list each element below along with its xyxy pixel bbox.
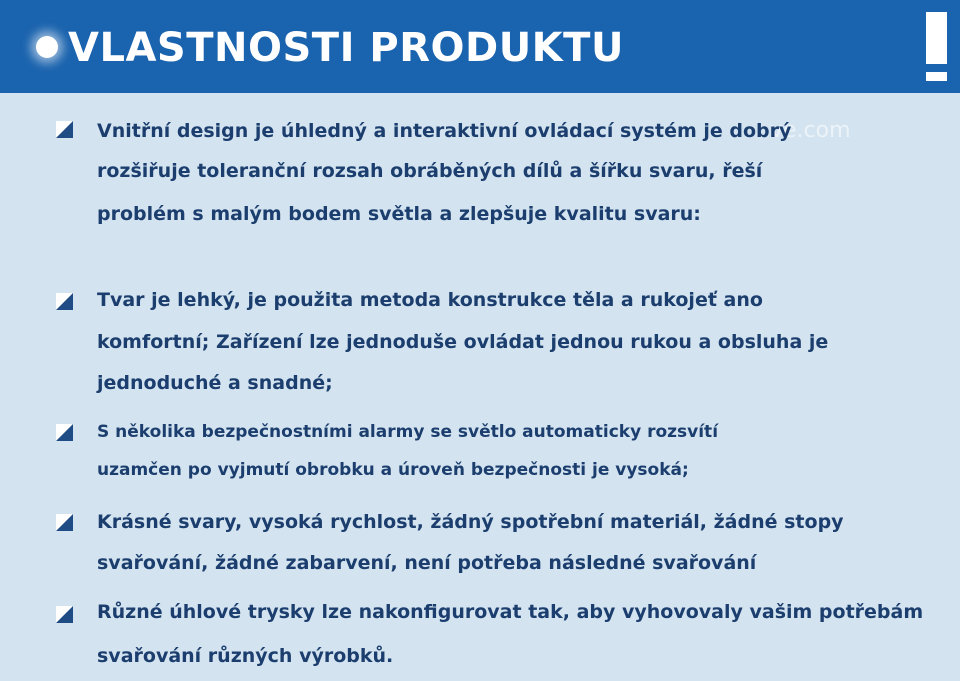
triangle-bullet-icon xyxy=(56,514,73,531)
exclamation-dot-icon xyxy=(926,72,947,81)
feature-text-line: Krásné svary, vysoká rychlost, žádný spotřební materiál, žádné stopy xyxy=(97,511,844,533)
feature-text-line: uzamčen po vyjmutí obrobku a úroveň bezpečnosti je vysoká; xyxy=(97,460,689,480)
triangle-bullet-icon xyxy=(56,121,73,138)
feature-text-line: rozšiřuje toleranční rozsah obráběných dílů a šířku svaru, řeší xyxy=(97,160,763,182)
feature-text-line: svařování, žádné zabarvení, není potřeba následné svařování xyxy=(97,552,757,574)
feature-text-line: komfortní; Zařízení lze jednoduše ovládat jednou rukou a obsluha je xyxy=(97,331,829,353)
header-banner xyxy=(0,0,960,93)
page-title: VLASTNOSTI PRODUKTU xyxy=(68,25,624,71)
feature-text-line: Různé úhlové trysky lze nakonfigurovat tak, aby vyhovovaly vašim potřebám xyxy=(97,601,924,623)
watermark-text: ve.com xyxy=(770,118,851,143)
feature-text-line: Tvar je lehký, je použita metoda konstrukce těla a rukojeť ano xyxy=(97,289,763,311)
feature-text-line: svařování různých výrobků. xyxy=(97,645,394,667)
feature-text-line: jednoduché a snadné; xyxy=(97,372,333,394)
triangle-bullet-icon xyxy=(56,424,73,441)
exclamation-icon xyxy=(926,12,947,64)
feature-text-line: Vnitřní design je úhledný a interaktivní ovládací systém je dobrý xyxy=(97,120,792,142)
feature-text-line: problém s malým bodem světla a zlepšuje kvalitu svaru: xyxy=(97,203,701,225)
triangle-bullet-icon xyxy=(56,293,73,310)
glow-dot-icon xyxy=(36,36,58,58)
feature-text-line: S několika bezpečnostními alarmy se světlo automaticky rozsvítí xyxy=(97,422,719,442)
triangle-bullet-icon xyxy=(56,606,73,623)
